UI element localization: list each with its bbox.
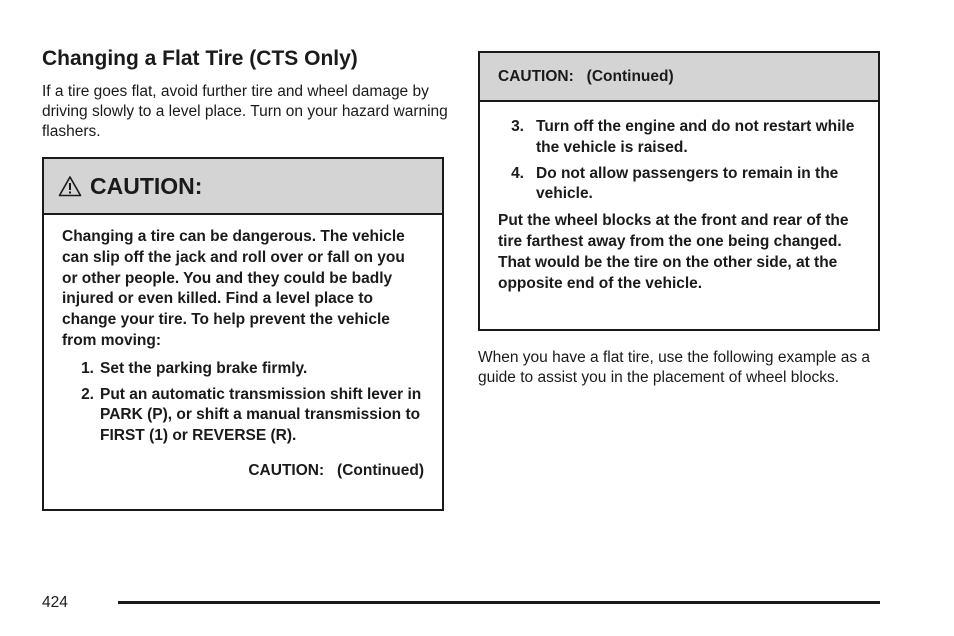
caution-body — [44, 215, 442, 482]
warning-triangle-icon — [58, 175, 82, 197]
footer-divider — [118, 601, 880, 604]
body-paragraph: When you have a flat tire, use the following example as a guide to assist you in the placement of wheel blocks. — [478, 349, 871, 386]
list-item — [62, 359, 424, 380]
caution-body — [480, 102, 878, 294]
step-number: 1. — [81, 359, 94, 377]
step-text: Put an automatic transmission shift lever in PARK (P), or shift a manual transmission to FIRST (1) or REVERSE (R). — [100, 385, 422, 445]
list-item — [498, 164, 860, 206]
step-text: Set the parking brake firmly. — [100, 359, 308, 377]
step-text: Do not allow passengers to remain in the vehicle. — [536, 164, 839, 203]
caution-steps — [498, 117, 860, 205]
caution-steps — [62, 359, 424, 447]
caution-continued-label: CAUTION: (Continued) — [248, 461, 424, 479]
caution-title: CAUTION: — [90, 172, 203, 199]
caution-box — [42, 157, 444, 511]
caution-paragraph: Changing a tire can be dangerous. The vehicle can slip off the jack and roll over or fall on you or other people. You and they could be badly injured or even killed. Find a level place to change your tire. To help prevent the vehicle from moving: — [62, 228, 405, 349]
step-number: 4. — [511, 164, 524, 182]
step-number: 2. — [81, 385, 94, 403]
caution-box-continued — [478, 51, 880, 331]
list-item — [62, 385, 424, 447]
section-heading: Changing a Flat Tire (CTS Only) — [42, 47, 358, 70]
caution-header — [44, 159, 442, 215]
page-number: 424 — [42, 594, 68, 611]
caution-title: CAUTION: (Continued) — [498, 67, 674, 85]
caution-header — [480, 53, 878, 102]
step-text: Turn off the engine and do not restart while the vehicle is raised. — [536, 118, 855, 156]
list-item — [498, 117, 860, 159]
step-number: 3. — [511, 118, 524, 135]
intro-paragraph: If a tire goes flat, avoid further tire and wheel damage by driving slowly to a level place. Turn on your hazard warning flashers. — [42, 83, 448, 140]
caution-paragraph: Put the wheel blocks at the front and rear of the tire farthest away from the one being changed. That would be the tire on the other side, at the opposite end of the vehicle. — [498, 212, 849, 292]
